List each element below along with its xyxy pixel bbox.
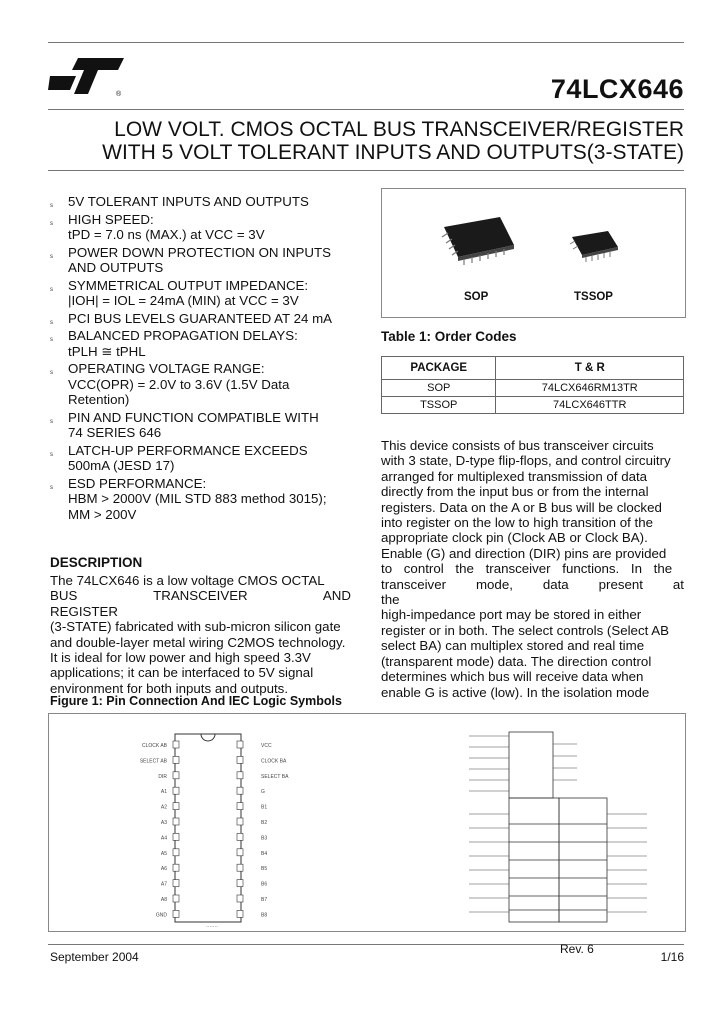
pin-label-right: B2: [261, 820, 268, 826]
text-line: to control the transceiver functions. In the: [381, 561, 673, 577]
part-number: 74LCX646: [550, 74, 684, 104]
bullet-icon: s: [50, 484, 53, 491]
pin-label-left: A6: [160, 866, 167, 873]
bullet-icon: s: [50, 319, 53, 326]
feature-item: s SYMMETRICAL OUTPUT IMPEDANCE: |IOH| = IOL = 24mA (MIN) at VCC = 3V: [50, 277, 309, 308]
pin-label-right: G: [261, 789, 265, 796]
iec-logic-symbol: [509, 732, 607, 922]
package-image-box: [381, 188, 686, 318]
pin-box: [173, 849, 179, 856]
order-codes-table: [381, 356, 684, 414]
text-line: directly from the input bus or from the internal: [381, 484, 649, 500]
pin-box: [237, 756, 243, 763]
pin-box: [173, 772, 179, 779]
text-line: BUS TRANSCEIVER AND REGISTER: [50, 588, 351, 619]
pin-box: [237, 833, 243, 840]
feature-item: s PIN AND FUNCTION COMPATIBLE WITH 74 SERIES 646: [50, 409, 319, 440]
pin-label-right: B4: [261, 850, 268, 857]
svg-text:®: ®: [116, 91, 122, 98]
pin-box: [173, 833, 179, 840]
description-left-paragraph: [50, 573, 351, 696]
feature-item: s BALANCED PROPAGATION DELAYS: tPLH ≅ tPHL: [50, 328, 298, 359]
text-line: register or in both. The select controls (Select AB: [381, 622, 669, 638]
text-line: enable G is active (low). In the isolation mode: [381, 684, 650, 700]
pin-box: [237, 864, 243, 871]
pin-box: [173, 756, 179, 763]
pin-box: [173, 741, 179, 748]
feature-item: s PCI BUS LEVELS GUARANTEED AT 24 mA: [50, 311, 350, 327]
pin-box: [237, 787, 243, 794]
pin-label-left: SELECT AB: [139, 758, 167, 765]
feature-item: s OPERATING VOLTAGE RANGE: VCC(OPR) = 2.0V to 3.6V (1.5V Data Retention): [50, 361, 290, 407]
text-line: The 74LCX646 is a low voltage CMOS OCTAL: [50, 573, 325, 588]
date: September 2004: [50, 950, 139, 964]
table-row: [382, 397, 684, 414]
text-line: arranged for multiplexed transmission of data: [381, 468, 648, 484]
column-header-package: PACKAGE: [382, 357, 496, 380]
pin-label-right: B1: [261, 804, 268, 811]
table-row: [382, 380, 684, 397]
pin-label-left: A8: [160, 897, 167, 903]
pin-box: [237, 895, 243, 902]
table-cell: 74LCX646TTR: [496, 397, 684, 414]
table-cell: SOP: [382, 380, 496, 397]
text-line: into register on the low to high transition of the: [381, 515, 654, 531]
order-table-caption: Table 1: Order Codes: [381, 329, 517, 344]
pin-label-right: B5: [261, 866, 268, 873]
pin-diagram: [49, 714, 685, 931]
diagram-label: ·······: [206, 924, 218, 930]
pin-box: [237, 910, 243, 917]
description-heading: DESCRIPTION: [50, 555, 143, 570]
feature-item: s 5V TOLERANT INPUTS AND OUTPUTS: [50, 194, 350, 210]
feature-item: s HIGH SPEED: tPD = 7.0 ns (MAX.) at VCC = 3V: [50, 211, 265, 242]
bullet-icon: s: [50, 337, 53, 343]
feature-list: [50, 194, 350, 524]
tssop-chip-icon: [570, 231, 618, 262]
sop-chip-icon: [442, 217, 514, 265]
pin-label-left: GND: [155, 912, 167, 919]
pin-box: [173, 895, 179, 902]
text-line: and double-layer metal wiring C2MOS technology.: [50, 634, 346, 650]
sop-label: SOP: [464, 291, 489, 303]
text-line: appropriate clock pin (Clock AB or Clock BA).: [381, 530, 648, 546]
text-line: high-impedance port may be stored in either: [381, 607, 642, 623]
table-header-row: [382, 357, 684, 380]
bullet-icon: s: [50, 286, 53, 293]
title-line-1: LOW VOLT. CMOS OCTAL BUS TRANSCEIVER/REGISTER: [114, 118, 684, 141]
pin-label-right: B7: [261, 897, 268, 903]
package-chips-image: [382, 189, 685, 317]
description-right-paragraph: [381, 438, 684, 700]
pin-label-right: CLOCK BA: [261, 758, 287, 765]
pin-box: [173, 864, 179, 871]
st-logo: [48, 52, 128, 98]
bullet-icon: s: [50, 203, 53, 209]
header-rule: [48, 42, 684, 43]
pin-label-right: VCC: [261, 743, 272, 749]
pin-box: [237, 803, 243, 810]
text-line: transceiver mode, data present at the: [381, 576, 684, 608]
bullet-icon: s: [50, 370, 53, 376]
pin-box: [173, 787, 179, 794]
figure-caption: Figure 1: Pin Connection And IEC Logic Symbols: [50, 694, 342, 708]
pin-box: [173, 910, 179, 917]
pin-box: [237, 880, 243, 887]
feature-item: s ESD PERFORMANCE: HBM > 2000V (MIL STD 883 method 3015); MM > 200V: [50, 475, 327, 522]
text-line: select BA) can multiplex stored and real time: [381, 638, 645, 654]
pin-box: [237, 741, 243, 748]
pin-connection-figure: [48, 713, 686, 932]
pin-label-left: CLOCK AB: [141, 743, 167, 749]
pin-box: [237, 772, 243, 779]
column-header-tr: T & R: [496, 357, 684, 380]
bullet-icon: s: [50, 451, 53, 458]
text-line: environment for both inputs and outputs.: [50, 680, 289, 696]
bullet-icon: s: [50, 253, 53, 260]
text-line: This device consists of bus transceiver circuits: [381, 438, 654, 453]
ic-body: [175, 734, 241, 922]
pin-box: [173, 803, 179, 810]
title-line-2: WITH 5 VOLT TOLERANT INPUTS AND OUTPUTS(3-STATE): [102, 141, 684, 164]
text-line: (transparent mode) data. The direction control: [381, 653, 652, 669]
text-line: registers. Data on the A or B bus will be clocked: [381, 499, 662, 515]
table-cell: TSSOP: [382, 397, 496, 414]
bullet-icon: s: [50, 220, 53, 227]
pin-box: [173, 818, 179, 825]
pin-label-left: A4: [160, 835, 167, 842]
text-line: (3-STATE) fabricated with sub-micron silicon gate: [50, 619, 341, 635]
pin-label-left: A1: [160, 789, 167, 796]
table-cell: 74LCX646RM13TR: [496, 380, 684, 397]
pin-label-left: A5: [160, 850, 167, 857]
page-number: 1/16: [660, 950, 684, 964]
pin-label-right: B8: [261, 912, 268, 919]
text-line: with 3 state, D-type flip-flops, and control circuitry: [381, 453, 671, 469]
tssop-label: TSSOP: [574, 291, 613, 303]
title-rule: [48, 109, 684, 110]
revision: Rev. 6: [560, 942, 594, 956]
pin-box: [237, 849, 243, 856]
pin-label-left: A3: [160, 820, 167, 826]
pin-label-right: B6: [261, 881, 268, 888]
pin-label-left: DIR: [158, 773, 167, 780]
pin-box: [237, 818, 243, 825]
pin-box: [173, 880, 179, 887]
text-line: applications; it can be interfaced to 5V signal: [50, 665, 314, 681]
text-line: determines which bus will receive data when: [381, 669, 644, 685]
pin-label-left: A2: [160, 804, 167, 811]
pin-label-left: A7: [160, 881, 167, 888]
feature-item: s POWER DOWN PROTECTION ON INPUTS AND OUTPUTS: [50, 244, 331, 275]
title-bottom-rule: [48, 170, 684, 171]
pin-label-right: SELECT BA: [261, 773, 289, 780]
text-line: Enable (G) and direction (DIR) pins are provided: [381, 545, 667, 561]
pin-label-right: B3: [261, 835, 268, 842]
feature-item: s LATCH-UP PERFORMANCE EXCEEDS 500mA (JESD 17): [50, 442, 308, 473]
text-line: It is ideal for low power and high speed 3.3V: [50, 650, 311, 666]
bullet-icon: s: [50, 418, 53, 425]
